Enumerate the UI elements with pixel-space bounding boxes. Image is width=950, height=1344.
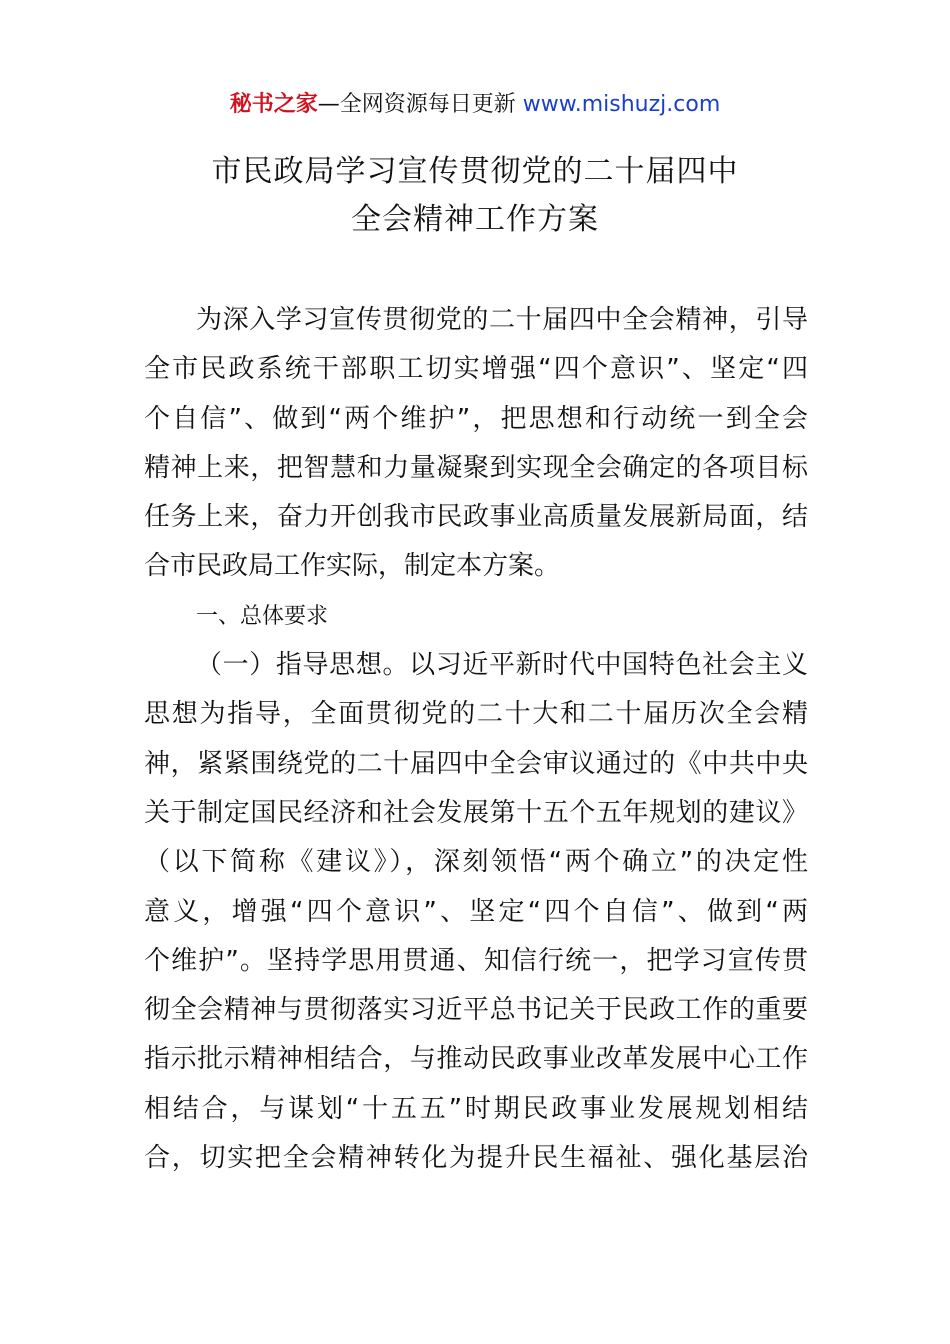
header-tagline: —全网资源每日更新 [317, 92, 523, 117]
document-title-line-2: 全会精神工作方案 [351, 202, 599, 237]
paragraph-line: 神，紧紧围绕党的二十届四中全会审议通过的《中共中央 [144, 748, 808, 779]
paragraph-line: 合，切实把全会精神转化为提升民生福祉、强化基层治 [144, 1143, 808, 1174]
paragraph-line: 个自信”、做到“两个维护”，把思想和行动统一到全会 [144, 403, 808, 434]
paragraph-line: 全市民政系统干部职工切实增强“四个意识”、坚定“四 [144, 354, 808, 385]
paragraph-line: 任务上来，奋力开创我市民政事业高质量发展新局面，结 [144, 502, 808, 533]
section-heading: 一、总体要求 [196, 603, 329, 629]
paragraph-line: 精神上来，把智慧和力量凝聚到实现全会确定的各项目标 [144, 452, 808, 483]
site-header [0, 88, 950, 122]
paragraph-line: 思想为指导，全面贯彻党的二十大和二十届历次全会精 [144, 699, 808, 730]
paragraph-line: 关于制定国民经济和社会发展第十五个五年规划的建议》 [144, 797, 808, 828]
document-body [144, 296, 808, 1183]
paragraph-line: 相结合，与谋划“十五五”时期民政事业发展规划相结 [144, 1093, 808, 1124]
paragraph-line: 指示批示精神相结合，与推动民政事业改革发展中心工作 [144, 1044, 808, 1075]
document-title-line-1: 市民政局学习宣传贯彻党的二十届四中 [211, 154, 739, 189]
paragraph-line: （以下简称《建议》），深刻领悟“两个确立”的决定性 [144, 847, 808, 878]
paragraph-line: （一）指导思想。以习近平新时代中国特色社会主义 [196, 650, 808, 681]
paragraph-line: 个维护”。坚持学思用贯通、知信行统一，把学习宣传贯 [144, 945, 808, 976]
brand-name: 秘书之家 [229, 92, 318, 117]
paragraph-line: 为深入学习宣传贯彻党的二十届四中全会精神，引导 [196, 305, 808, 335]
paragraph-line: 合市民政局工作实际，制定本方案。 [144, 551, 561, 582]
site-url[interactable]: www.mishuzj.com [522, 92, 721, 117]
paragraph-line: 彻全会精神与贯彻落实习近平总书记关于民政工作的重要 [144, 995, 808, 1026]
paragraph-line: 意义，增强“四个意识”、坚定“四个自信”、做到“两 [144, 896, 808, 927]
